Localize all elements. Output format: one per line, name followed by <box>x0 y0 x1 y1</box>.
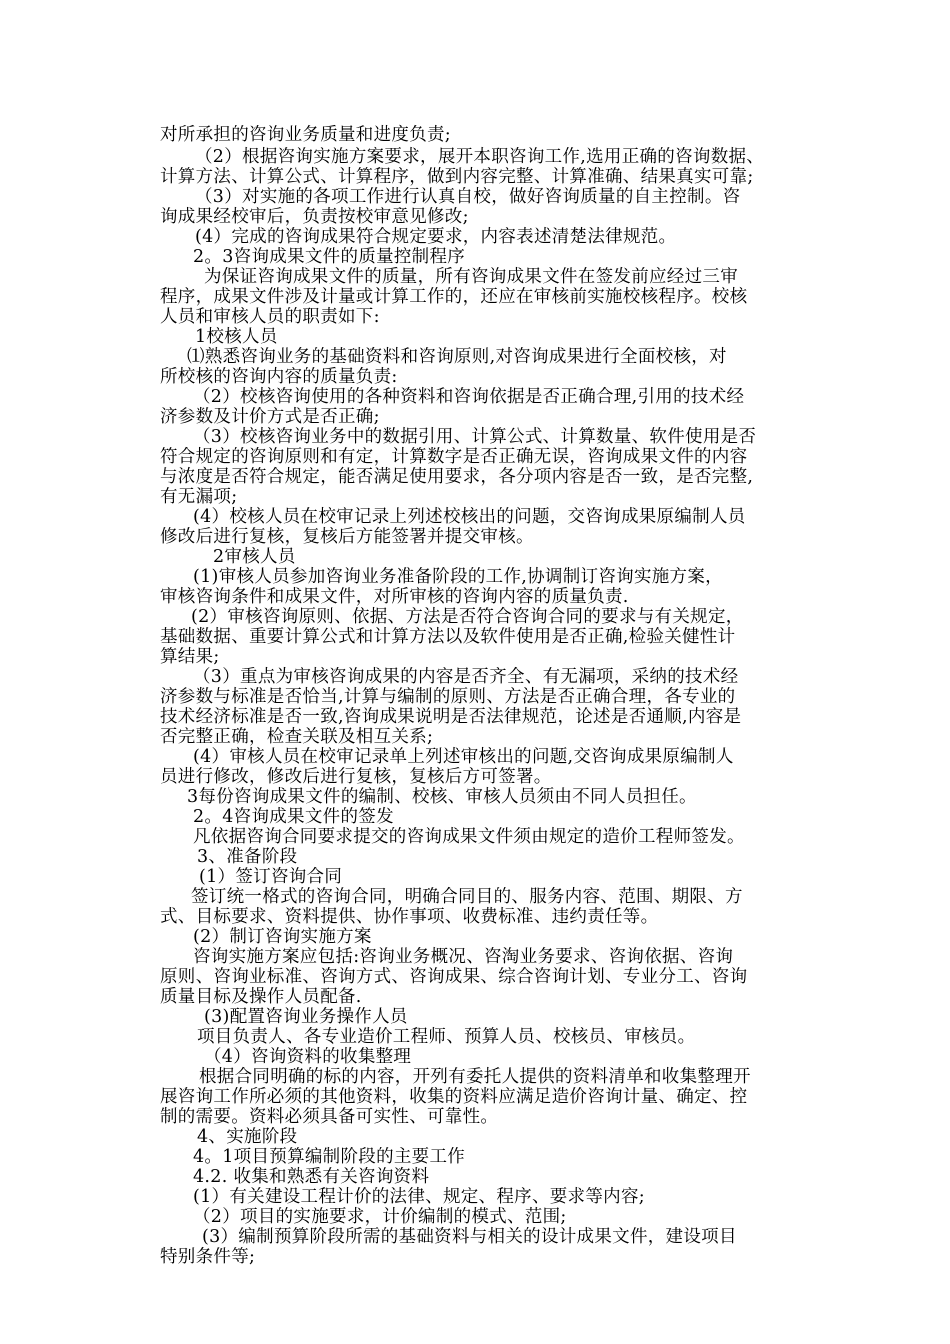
text-line: （3）对实施的各项工作进行认真自校，做好咨询质量的自主控制。咨 <box>195 187 741 207</box>
section-heading: (3)配置咨询业务操作人员 <box>204 1007 408 1027</box>
text-line: 有无漏项; <box>160 487 238 507</box>
text-line: （2）根据咨询实施方案要求，展开本职咨询工作,选用正确的咨询数据、 <box>195 147 765 167</box>
text-line: 签订统一格式的咨询合同，明确合同目的、服务内容、范围、期限、方 <box>191 887 743 907</box>
text-line: 特别条件等; <box>160 1247 256 1267</box>
text-line: 式、目标要求、资料提供、协作事项、收费标准、违约责任等。 <box>160 907 659 927</box>
text-line: 根据合同明确的标的内容，开列有委托人提供的资料清单和收集整理开 <box>199 1067 751 1087</box>
text-line: (4）审核人员在校审记录单上列述审核出的问题,交咨询成果原编制人 <box>193 747 734 767</box>
text-line: (4）完成的咨询成果符合规定要求，内容表述清楚法律规范。 <box>195 227 677 247</box>
text-line: (4）校核人员在校审记录上列述校核出的问题，交咨询成果原编制人员 <box>193 507 746 527</box>
text-line: 咨询实施方案应包括:咨询业务概况、咨淘业务要求、咨询依据、咨询 <box>193 947 734 967</box>
text-line: 原则、咨询业标准、咨询方式、咨询成果、综合咨询计划、专业分工、咨询 <box>160 967 748 987</box>
text-line: (3）编制预算阶段所需的基础资料与相关的设计成果文件，建设项目 <box>202 1227 737 1247</box>
text-line: （2）项目的实施要求，计价编制的模式、范围; <box>193 1207 567 1227</box>
section-heading: 2。3咨询成果文件的质量控制程序 <box>193 247 466 267</box>
text-line: 济参数及计价方式是否正确; <box>160 407 380 427</box>
section-heading: 4.2. 收集和熟悉有关咨询资料 <box>193 1167 430 1187</box>
text-line: 项目负责人、各专业造价工程师、预算人员、校核员、审核员。 <box>197 1027 696 1047</box>
section-heading: 4。1项目预算编制阶段的主要工作 <box>193 1147 466 1167</box>
text-line: 符合规定的咨询原则和有定，计算数字是否正确无误，咨询成果文件的内容 <box>160 447 748 467</box>
text-line: (1)审核人员参加咨询业务准备阶段的工作,协调制订咨询实施方案， <box>193 567 723 587</box>
text-line: 济参数与标准是否恰当,计算与编制的原则、方法是否正确合理，各专业的 <box>160 687 736 707</box>
text-line: 技术经济标准是否一致,咨询成果说明是否法律规范，论述是否通顺,内容是 <box>160 707 742 727</box>
text-line: 否完整正确，检查关联及相互关系; <box>160 727 434 747</box>
text-line: 人员和审核人员的职责如下: <box>160 307 380 327</box>
section-heading: 2。4咨询成果文件的签发 <box>193 807 394 827</box>
text-line: 修改后进行复核，复核后方能签署并提交审核。 <box>160 527 534 547</box>
section-heading: 1校核人员 <box>195 327 278 347</box>
section-heading: （4）咨询资料的收集整理 <box>204 1047 412 1067</box>
text-line: 审核咨询条件和成果文件，对所审核的咨询内容的质量负责. <box>160 587 629 607</box>
text-line: 计算方法、计算公式、计算程序，做到内容完整、计算准确、结果真实可靠; <box>160 167 754 187</box>
text-line: （3）重点为审核咨询成果的内容是否齐全、有无漏项，采纳的技术经 <box>193 667 739 687</box>
text-line: 所校核的咨询内容的质量负责: <box>160 367 398 387</box>
text-line: ⑴熟悉咨询业务的基础资料和咨询原则,对咨询成果进行全面校核，对 <box>187 347 727 367</box>
text-line: 展咨询工作所必须的其他资料，收集的资料应满足造价咨询计量、确定、控 <box>160 1087 748 1107</box>
section-heading: (2）制订咨询实施方案 <box>193 927 372 947</box>
text-line: 3每份咨询成果文件的编制、校核、审核人员须由不同人员担任。 <box>187 787 697 807</box>
text-line: 为保证咨询成果文件的质量，所有咨询成果文件在签发前应经过三审 <box>204 267 738 287</box>
text-line: (1）有关建设工程计价的法律、规定、程序、要求等内容; <box>193 1187 645 1207</box>
text-line: 程序，成果文件涉及计量或计算工作的，还应在审核前实施校核程序。校核 <box>160 287 748 307</box>
section-heading: 4、实施阶段 <box>197 1127 298 1147</box>
text-line: 基础数据、重要计算公式和计算方法以及软件使用是否正确,检验关健性计 <box>160 627 736 647</box>
text-line: （3）校核咨询业务中的数据引用、计算公式、计算数量、软件使用是否 <box>193 427 757 447</box>
text-line: 算结果; <box>160 647 220 667</box>
text-line: 对所承担的咨询业务质量和进度负责; <box>160 125 451 145</box>
text-line: 质量目标及操作人员配备. <box>160 987 362 1007</box>
text-line: 凡依据咨询合同要求提交的咨询成果文件须由规定的造价工程师签发。 <box>193 827 745 847</box>
text-line: (2）审核咨询原则、依据、方法是否符合咨询合同的要求与有关规定， <box>191 607 744 627</box>
text-line: 员进行修改，修改后进行复核，复核后方可签署。 <box>160 767 552 787</box>
section-heading: 3、准备阶段 <box>197 847 298 867</box>
text-line: 询成果经校审后，负责按校审意见修改; <box>160 207 469 227</box>
text-line: 与浓度是否符合规定，能否满足使用要求，各分项内容是否一致，是否完整, <box>160 467 754 487</box>
section-heading: 2审核人员 <box>213 547 296 567</box>
text-line: 制的需要。资料必须具备可实性、可靠性。 <box>160 1107 499 1127</box>
section-heading: (1）签订咨询合同 <box>199 867 343 887</box>
text-line: （2）校核咨询使用的各种资料和咨询依据是否正确合理,引用的技术经 <box>193 387 745 407</box>
